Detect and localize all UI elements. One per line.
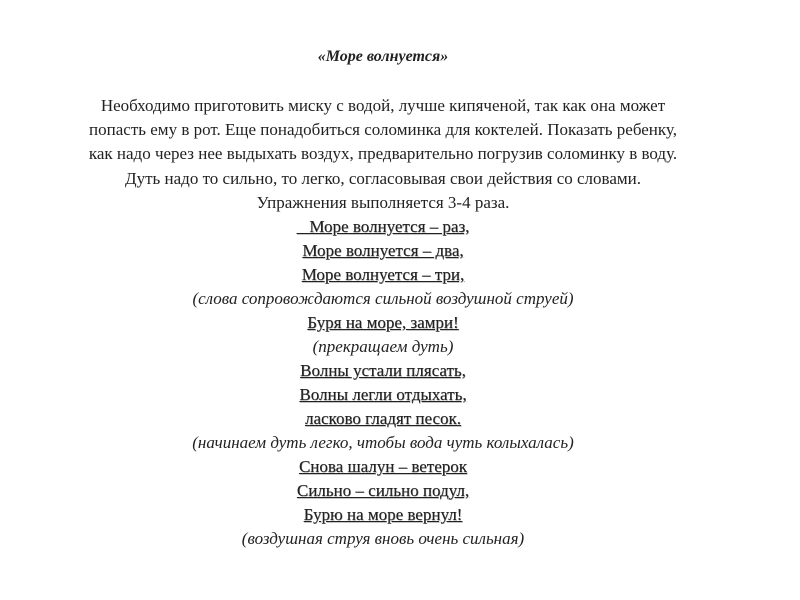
verse-line: Бурю на море вернул! (303, 505, 463, 524)
paragraph-line: Дуть надо то сильно, то легко, согласовывая свои действия со словами. (125, 168, 641, 188)
document-title: «Море волнуется» (317, 48, 449, 65)
instructions-paragraph (0, 94, 766, 215)
verse-note: (начинаем дуть легко, чтобы вода чуть колыхалась) (192, 433, 574, 452)
verse-line: Волны легли отдыхать, (299, 385, 467, 404)
verse-block (0, 215, 766, 551)
paragraph-line: как надо через нее выдыхать воздух, предварительно погрузив соломинку в воду. (88, 144, 678, 164)
verse-line: ласково гладят песок. (304, 409, 462, 428)
verse-note: (воздушная струя вновь очень сильная) (241, 529, 525, 548)
verse-note: (прекращаем дуть) (312, 337, 454, 356)
verse-line: Море волнуется – раз, (296, 217, 470, 236)
verse-line: Волны устали плясать, (300, 361, 466, 380)
verse-line: Сильно – сильно подул, (296, 481, 470, 500)
verse-note: (слова сопровождаются сильной воздушной струей) (192, 289, 574, 308)
verse-line: Море волнуется – три, (301, 265, 465, 284)
paragraph-line: Необходимо приготовить миску с водой, лучше кипяченой, так как она может (100, 96, 666, 115)
paragraph-line: попасть ему в рот. Еще понадобиться соломинка для коктелей. Показать ребенку, (89, 120, 677, 140)
verse-line: Буря на море, замри! (307, 313, 459, 332)
verse-line: Снова шалун – ветерок (298, 457, 468, 476)
paragraph-line: Упражнения выполняется 3-4 раза. (256, 192, 510, 212)
verse-line: Море волнуется – два, (302, 241, 464, 260)
